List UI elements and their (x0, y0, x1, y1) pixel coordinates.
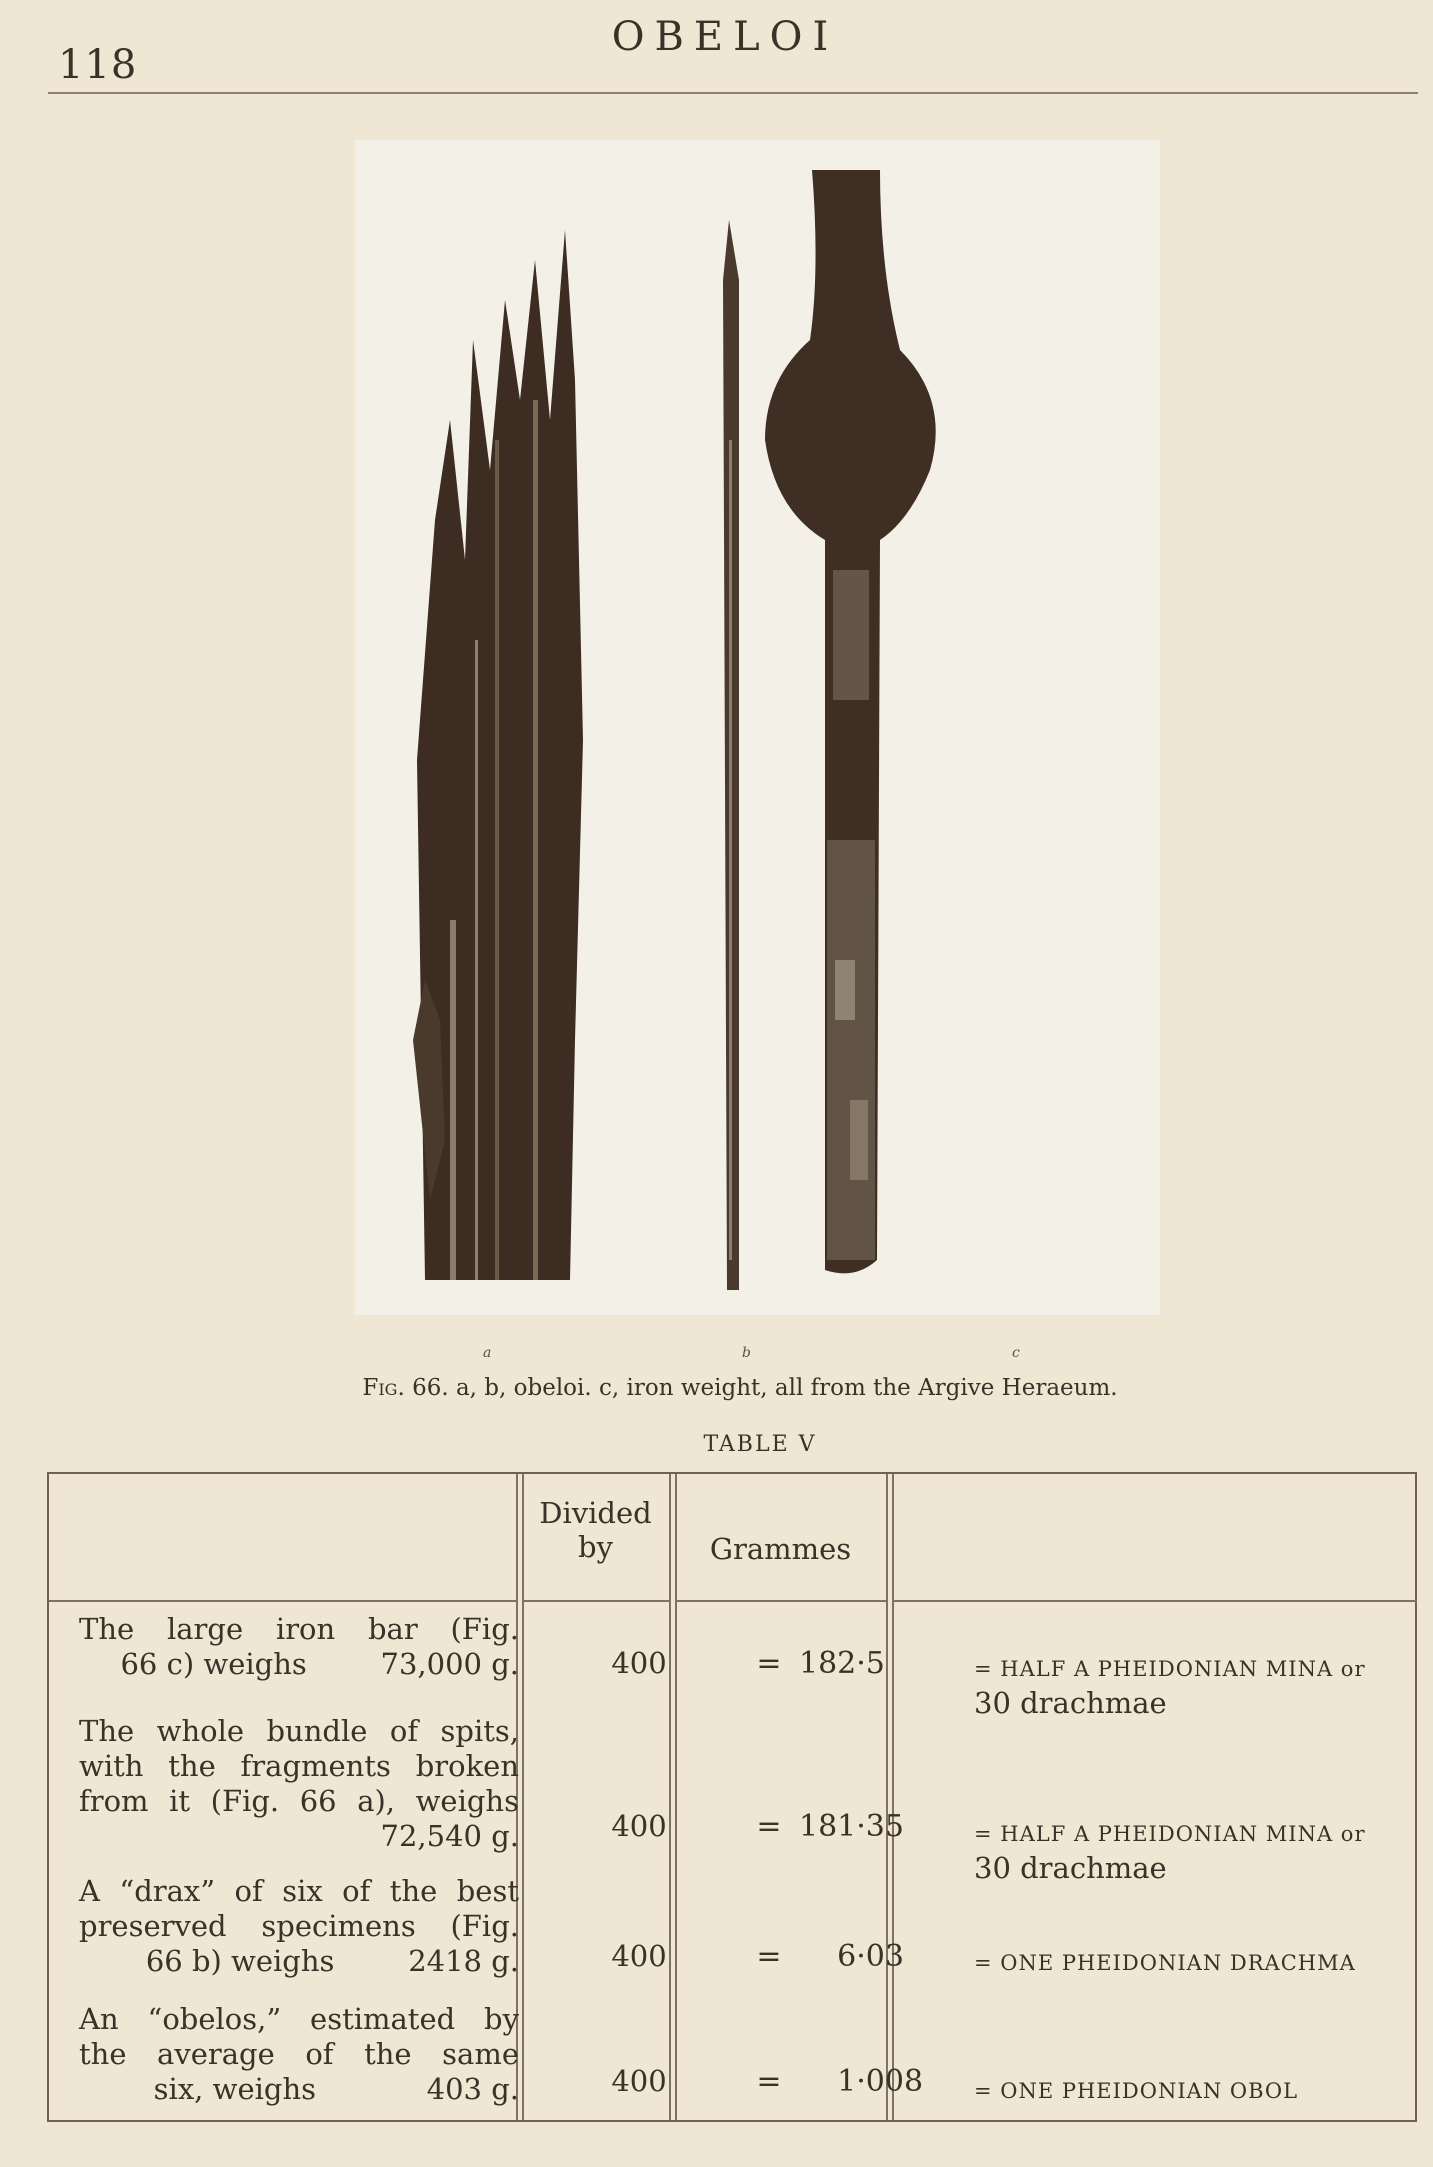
equivalence-note (974, 1652, 1433, 1720)
weight-value: 73,000 g. (380, 1647, 519, 1681)
grammes-number: 1·008 (837, 2064, 924, 2099)
figure-caption (300, 1375, 1180, 1401)
description-line: The whole bundle of spits, (79, 1714, 519, 1748)
figure-illustration (355, 140, 1160, 1315)
equivalence-note (974, 1946, 1433, 1980)
grammes-number: 182·5 (799, 1646, 885, 1681)
table-title: TABLE V (703, 1432, 817, 1457)
description-line: with the fragments broken (79, 1749, 519, 1783)
column-divider (669, 1474, 671, 2120)
grammes-value (739, 1809, 939, 1844)
spit-b (723, 220, 739, 1290)
description-weight (79, 2072, 519, 2107)
description-weight (79, 1647, 519, 1682)
caption-text: a, b, obeloi. c, iron weight, all from the Argive Heraeum. (455, 1375, 1118, 1401)
description-line: A “drax” of six of the best (79, 1874, 519, 1908)
grammes-number: 6·03 (837, 1939, 904, 1974)
grammes-value (739, 1646, 939, 1681)
header-divider (892, 1600, 1417, 1602)
header-rule (48, 92, 1418, 94)
description-line: An “obelos,” estimated by (79, 2002, 519, 2036)
iron-weight-c (765, 170, 936, 1273)
header-by-line: by (578, 1530, 613, 1564)
equals-sign: = (756, 1646, 782, 1681)
divided-value: 400 (611, 1646, 667, 1680)
weights-table (47, 1472, 1417, 2122)
divided-value: 400 (611, 2064, 667, 2098)
page-number: 118 (58, 42, 138, 88)
header-divided-by (522, 1496, 669, 1564)
equals-sign: = (756, 1809, 782, 1844)
running-title: OBELOI (611, 14, 839, 60)
divided-value: 400 (611, 1809, 667, 1843)
figure-label-b: b (742, 1345, 751, 1361)
equivalence-note (974, 1817, 1433, 1885)
header-grammes: Grammes (709, 1532, 852, 1566)
equals-sign: = (756, 2064, 782, 2099)
grammes-value (739, 2064, 939, 2099)
figure-label-c: c (1012, 1345, 1020, 1361)
grammes-number: 181·35 (799, 1809, 904, 1844)
description-last: 66 b) weighs (145, 1944, 335, 1978)
description-last: six, weighs (153, 2072, 317, 2106)
description-last: 66 c) weighs (120, 1647, 307, 1681)
column-divider (522, 1474, 524, 2120)
weight-value: 2418 g. (408, 1944, 519, 1978)
divided-value: 400 (611, 1939, 667, 1973)
description-line: The large iron bar (Fig. (79, 1612, 519, 1646)
grammes-value (739, 1939, 939, 1974)
column-divider (675, 1474, 677, 2120)
note-caps: = HALF A PHEIDONIAN MINA or (974, 1822, 1366, 1846)
figure-photograph (355, 140, 1160, 1315)
header-divider (49, 1600, 516, 1602)
equals-sign: = (756, 1939, 782, 1974)
figure-label-a: a (483, 1345, 492, 1361)
weight-value: 403 g. (426, 2072, 519, 2106)
column-divider (892, 1474, 894, 2120)
equivalence-note (974, 2074, 1433, 2108)
weight-value: 72,540 g. (380, 1819, 519, 1853)
caption-figure-number: Fig. 66. (362, 1375, 449, 1401)
description-line: from it (Fig. 66 a), weighs (79, 1784, 519, 1818)
description-weight (79, 1944, 519, 1979)
note-caps: = ONE PHEIDONIAN OBOL (974, 2079, 1299, 2103)
spit-bundle-a (413, 230, 583, 1280)
header-divider (675, 1600, 886, 1602)
header-divided-line: Divided (539, 1496, 652, 1530)
row-description (79, 1714, 519, 1854)
row-description (79, 1612, 519, 1682)
description-line: the average of the same (79, 2037, 519, 2071)
note-caps: = HALF A PHEIDONIAN MINA or (974, 1657, 1366, 1681)
header-divider (522, 1600, 669, 1602)
column-divider (886, 1474, 888, 2120)
description-line: preserved specimens (Fig. (79, 1909, 519, 1943)
note-rest: 30 drachmae (974, 1851, 1167, 1885)
note-rest: 30 drachmae (974, 1686, 1167, 1720)
row-description (79, 2002, 519, 2107)
row-description (79, 1874, 519, 1979)
note-caps: = ONE PHEIDONIAN DRACHMA (974, 1951, 1356, 1975)
